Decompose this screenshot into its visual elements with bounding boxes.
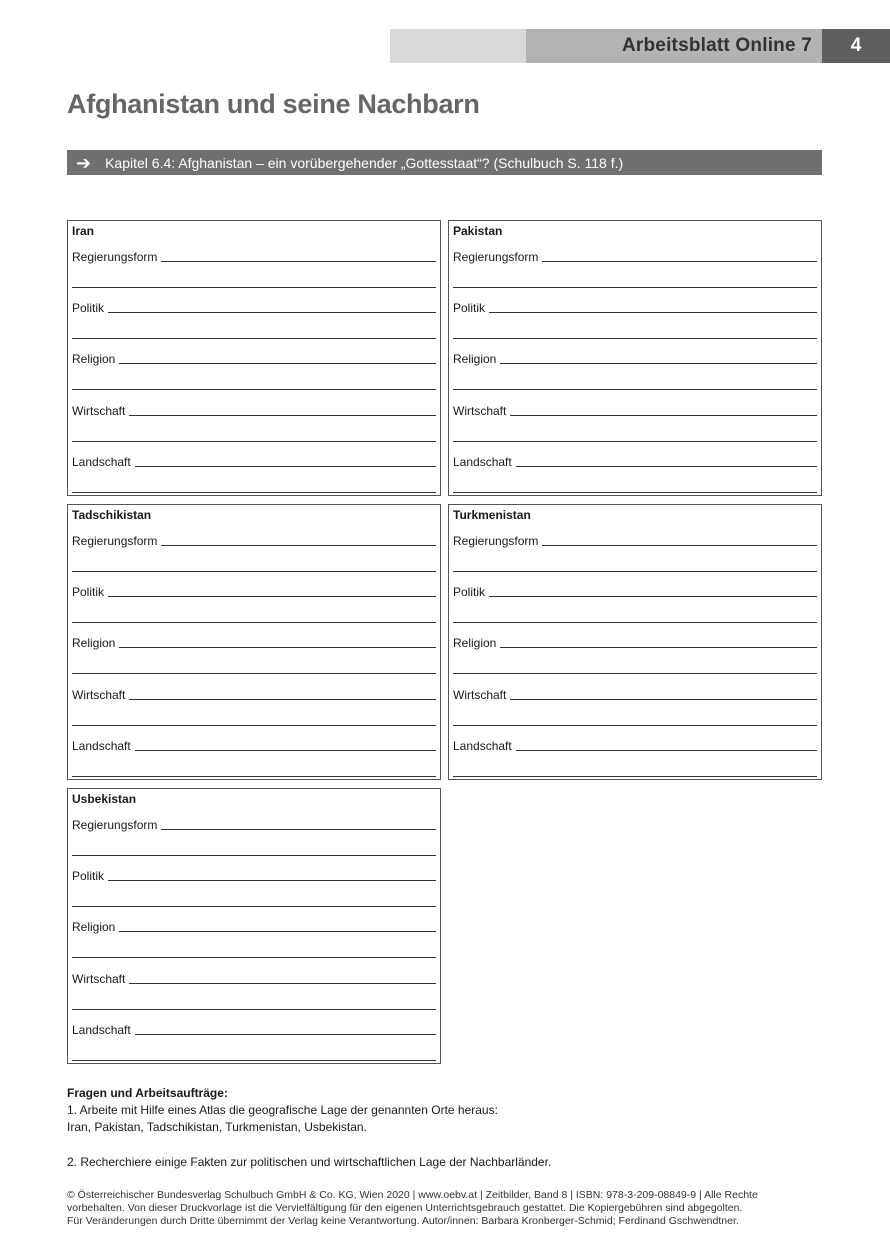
answer-line[interactable] (72, 725, 436, 726)
field-wirtschaft[interactable] (72, 970, 436, 986)
footer-line: vorbehalten. Von dieser Druckvorlage ist die Vervielfältigung für den eigenen Unterrichtsgebrauch gestattet. Die Kopiergebühren sind abgegolten. (67, 1202, 743, 1214)
field-religion[interactable] (72, 350, 436, 366)
answer-line[interactable] (453, 492, 817, 493)
country-box-turkmenistan (448, 504, 822, 780)
country-box-iran (67, 220, 441, 496)
footer-line: © Österreichischer Bundesverlag Schulbuch GmbH & Co. KG, Wien 2020 | www.oebv.at | Zeitbilder, Band 8 | ISBN: 978-3-209-08849-9 | Alle Rechte (67, 1189, 758, 1201)
answer-line[interactable] (72, 906, 436, 907)
field-politik[interactable] (453, 299, 817, 315)
answer-line[interactable] (453, 622, 817, 623)
answer-line[interactable] (453, 725, 817, 726)
question-1-line-1: 1. Arbeite mit Hilfe eines Atlas die geografische Lage der genannten Orte heraus: (67, 1103, 498, 1117)
answer-line[interactable] (72, 855, 436, 856)
field-religion[interactable] (72, 918, 436, 934)
country-name: Turkmenistan (453, 508, 531, 522)
field-label: Religion (72, 636, 116, 650)
field-label: Politik (72, 869, 105, 883)
field-wirtschaft[interactable] (453, 402, 817, 418)
field-religion[interactable] (453, 350, 817, 366)
country-box-tadschikistan (67, 504, 441, 780)
answer-line[interactable] (72, 287, 436, 288)
answer-line[interactable] (453, 673, 817, 674)
field-label: Religion (453, 352, 497, 366)
answer-line[interactable] (72, 441, 436, 442)
arrow-right-icon: ➔ (76, 152, 92, 173)
page-number-badge (822, 29, 890, 63)
header-band (526, 29, 822, 63)
field-label: Religion (72, 352, 116, 366)
footer-line: Für Veränderungen durch Dritte übernimmt der Verlag keine Verantwortung. Autor/innen: Barbara Kronberger-Schmid; Ferdinand Gschwendtner. (67, 1215, 739, 1227)
field-regierungsform[interactable] (72, 248, 436, 264)
field-wirtschaft[interactable] (453, 686, 817, 702)
header-band-light (390, 29, 526, 63)
answer-line[interactable] (72, 389, 436, 390)
field-label: Wirtschaft (72, 404, 126, 418)
field-regierungsform[interactable] (453, 532, 817, 548)
answer-line[interactable] (72, 957, 436, 958)
answer-line[interactable] (453, 338, 817, 339)
field-regierungsform[interactable] (72, 532, 436, 548)
country-name: Usbekistan (72, 792, 137, 806)
field-label: Regierungsform (72, 534, 158, 548)
country-box-pakistan (448, 220, 822, 496)
field-label: Regierungsform (453, 534, 539, 548)
field-label: Landschaft (72, 1023, 131, 1037)
page-number: 4 (850, 35, 862, 56)
answer-line[interactable] (72, 673, 436, 674)
field-label: Regierungsform (72, 250, 158, 264)
field-regierungsform[interactable] (72, 816, 436, 832)
field-wirtschaft[interactable] (72, 686, 436, 702)
answer-line[interactable] (72, 776, 436, 777)
answer-line[interactable] (72, 338, 436, 339)
country-name: Pakistan (453, 224, 503, 238)
field-label: Landschaft (453, 739, 512, 753)
answer-line[interactable] (453, 571, 817, 572)
field-politik[interactable] (72, 299, 436, 315)
field-landschaft[interactable] (453, 453, 817, 469)
answer-line[interactable] (453, 287, 817, 288)
answer-line[interactable] (453, 441, 817, 442)
field-label: Landschaft (72, 455, 131, 469)
chapter-text: Kapitel 6.4: Afghanistan – ein vorübergehender „Gottesstaat“? (Schulbuch S. 118 f.) (105, 154, 624, 171)
field-label: Wirtschaft (72, 972, 126, 986)
country-name: Iran (72, 224, 95, 238)
answer-line[interactable] (72, 492, 436, 493)
field-politik[interactable] (72, 867, 436, 883)
field-label: Politik (72, 301, 105, 315)
questions-heading: Fragen und Arbeitsaufträge: (67, 1086, 228, 1100)
answer-line[interactable] (72, 571, 436, 572)
field-label: Religion (72, 920, 116, 934)
field-landschaft[interactable] (72, 1021, 436, 1037)
field-landschaft[interactable] (72, 453, 436, 469)
field-label: Politik (453, 585, 486, 599)
country-name: Tadschikistan (72, 508, 152, 522)
answer-line[interactable] (453, 776, 817, 777)
field-label: Regierungsform (72, 818, 158, 832)
field-label: Wirtschaft (72, 688, 126, 702)
field-label: Landschaft (453, 455, 512, 469)
question-1-line-2: Iran, Pakistan, Tadschikistan, Turkmenistan, Usbekistan. (67, 1120, 367, 1134)
chapter-bar (67, 150, 822, 175)
field-politik[interactable] (453, 583, 817, 599)
answer-line[interactable] (453, 389, 817, 390)
field-label: Landschaft (72, 739, 131, 753)
field-label: Politik (72, 585, 105, 599)
field-religion[interactable] (72, 634, 436, 650)
answer-line[interactable] (72, 622, 436, 623)
country-box-usbekistan (67, 788, 441, 1064)
field-regierungsform[interactable] (453, 248, 817, 264)
field-politik[interactable] (72, 583, 436, 599)
field-wirtschaft[interactable] (72, 402, 436, 418)
copyright-footer (67, 1189, 827, 1228)
field-landschaft[interactable] (453, 737, 817, 753)
page-title: Afghanistan und seine Nachbarn (67, 89, 480, 119)
field-landschaft[interactable] (72, 737, 436, 753)
field-label: Wirtschaft (453, 404, 507, 418)
field-label: Politik (453, 301, 486, 315)
field-label: Wirtschaft (453, 688, 507, 702)
field-label: Regierungsform (453, 250, 539, 264)
field-label: Religion (453, 636, 497, 650)
question-2: 2. Recherchiere einige Fakten zur politischen und wirtschaftlichen Lage der Nachbarländer. (67, 1155, 552, 1169)
worksheet-label: Arbeitsblatt Online 7 (621, 35, 812, 56)
field-religion[interactable] (453, 634, 817, 650)
answer-line[interactable] (72, 1009, 436, 1010)
answer-line[interactable] (72, 1060, 436, 1061)
